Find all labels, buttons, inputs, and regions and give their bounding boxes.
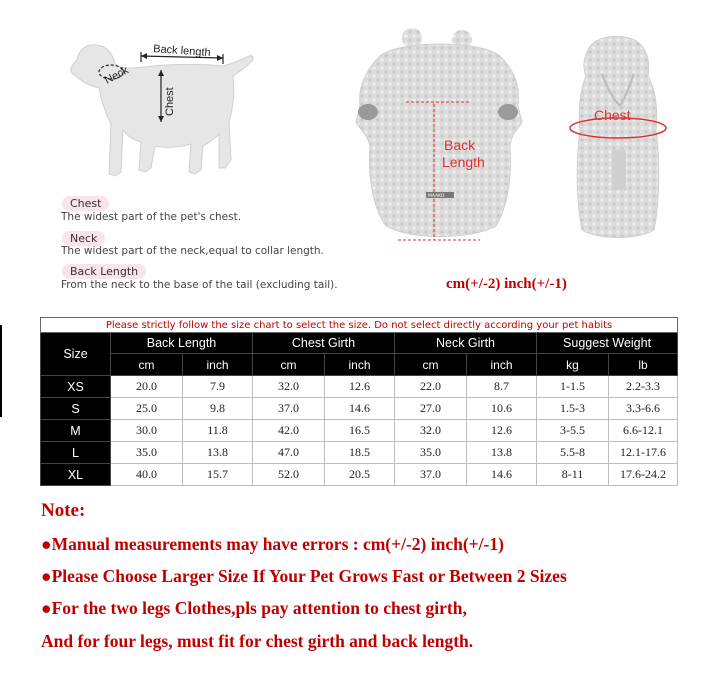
table-row (41, 420, 678, 442)
table-cell: 42.0 (253, 420, 325, 442)
garment-chest-label: Chest (594, 107, 631, 123)
table-cell: 20.5 (325, 464, 395, 486)
table-cell: 25.0 (111, 398, 183, 420)
group-header-chest-girth: Chest Girth (253, 333, 395, 354)
legend-back-length-tag: Back Length (62, 264, 146, 279)
table-cell: 35.0 (395, 442, 467, 464)
table-cell: 22.0 (395, 376, 467, 398)
group-header-neck-girth: Neck Girth (395, 333, 537, 354)
size-cell: M (41, 420, 111, 442)
tolerance-text: cm(+/-2) inch(+/-1) (446, 276, 567, 292)
dog-silhouette (71, 45, 254, 176)
table-cell: 5.5-8 (537, 442, 609, 464)
table-row (41, 442, 678, 464)
garment-tag-text: MAAKO (428, 194, 445, 199)
unit-header: inch (325, 354, 395, 376)
table-cell: 13.8 (183, 442, 253, 464)
table-cell: 1-1.5 (537, 376, 609, 398)
table-cell: 37.0 (253, 398, 325, 420)
group-header-suggest-weight: Suggest Weight (537, 333, 678, 354)
size-chart-table (40, 317, 678, 486)
table-cell: 12.6 (325, 376, 395, 398)
table-cell: 14.6 (325, 398, 395, 420)
garment-side-view (568, 30, 668, 245)
note-line-1: ●Manual measurements may have errors : cm(+/-2) inch(+/-1) (41, 534, 504, 554)
unit-header: kg (537, 354, 609, 376)
legend-neck-tag: Neck (62, 231, 105, 246)
table-cell: 40.0 (111, 464, 183, 486)
table-row (41, 376, 678, 398)
garment-back-label-1: Back (444, 137, 476, 153)
note-line-2: ●Please Choose Larger Size If Your Pet Grows Fast or Between 2 Sizes (41, 566, 567, 586)
unit-header: cm (253, 354, 325, 376)
table-cell: 52.0 (253, 464, 325, 486)
dog-diagram (55, 22, 270, 192)
size-header: Size (41, 333, 111, 376)
table-cell: 8-11 (537, 464, 609, 486)
table-cell: 3-5.5 (537, 420, 609, 442)
table-cell: 9.8 (183, 398, 253, 420)
table-cell: 32.0 (395, 420, 467, 442)
table-cell: 15.7 (183, 464, 253, 486)
table-cell: 7.9 (183, 376, 253, 398)
note-title: Note: (41, 500, 86, 521)
legend-chest-tag: Chest (62, 196, 109, 211)
size-cell: XL (41, 464, 111, 486)
note-line-4: And for four legs, must fit for chest girth and back length. (41, 631, 474, 651)
table-cell: 14.6 (467, 464, 537, 486)
table-cell: 17.6-24.2 (609, 464, 678, 486)
table-cell: 16.5 (325, 420, 395, 442)
table-cell: 12.6 (467, 420, 537, 442)
diagram-chest-label: Chest (164, 87, 176, 116)
legend-neck-desc: The widest part of the neck,equal to collar length. (61, 245, 324, 257)
table-cell: 12.1-17.6 (609, 442, 678, 464)
table-cell: 20.0 (111, 376, 183, 398)
table-cell: 47.0 (253, 442, 325, 464)
unit-header: inch (183, 354, 253, 376)
table-row (41, 398, 678, 420)
unit-header: lb (609, 354, 678, 376)
table-row (41, 464, 678, 486)
table-cell: 6.6-12.1 (609, 420, 678, 442)
size-cell: S (41, 398, 111, 420)
table-cell: 8.7 (467, 376, 537, 398)
unit-header: cm (395, 354, 467, 376)
unit-header: inch (467, 354, 537, 376)
legend-back-length-desc: From the neck to the base of the tail (excluding tail). (61, 279, 338, 291)
diagram-back-length-label: Back length (152, 43, 211, 60)
diagram-neck-label: Neck (102, 64, 131, 87)
table-cell: 11.8 (183, 420, 253, 442)
table-cell: 32.0 (253, 376, 325, 398)
legend-chest-desc: The widest part of the pet's chest. (61, 211, 242, 223)
table-cell: 2.2-3.3 (609, 376, 678, 398)
size-cell: L (41, 442, 111, 464)
unit-header: cm (111, 354, 183, 376)
table-cell: 18.5 (325, 442, 395, 464)
size-cell: XS (41, 376, 111, 398)
garment-back-view (340, 26, 540, 246)
table-cell: 35.0 (111, 442, 183, 464)
table-notice: Please strictly follow the size chart to select the size. Do not select directly according your pet habits (41, 318, 678, 333)
table-cell: 37.0 (395, 464, 467, 486)
note-line-3: ●For the two legs Clothes,pls pay attention to chest girth, (41, 598, 467, 618)
table-cell: 3.3-6.6 (609, 398, 678, 420)
table-cell: 27.0 (395, 398, 467, 420)
edge-marker (0, 325, 2, 417)
table-cell: 30.0 (111, 420, 183, 442)
garment-back-label-2: Length (442, 154, 485, 170)
table-cell: 10.6 (467, 398, 537, 420)
table-cell: 1.5-3 (537, 398, 609, 420)
table-cell: 13.8 (467, 442, 537, 464)
group-header-back-length: Back Length (111, 333, 253, 354)
